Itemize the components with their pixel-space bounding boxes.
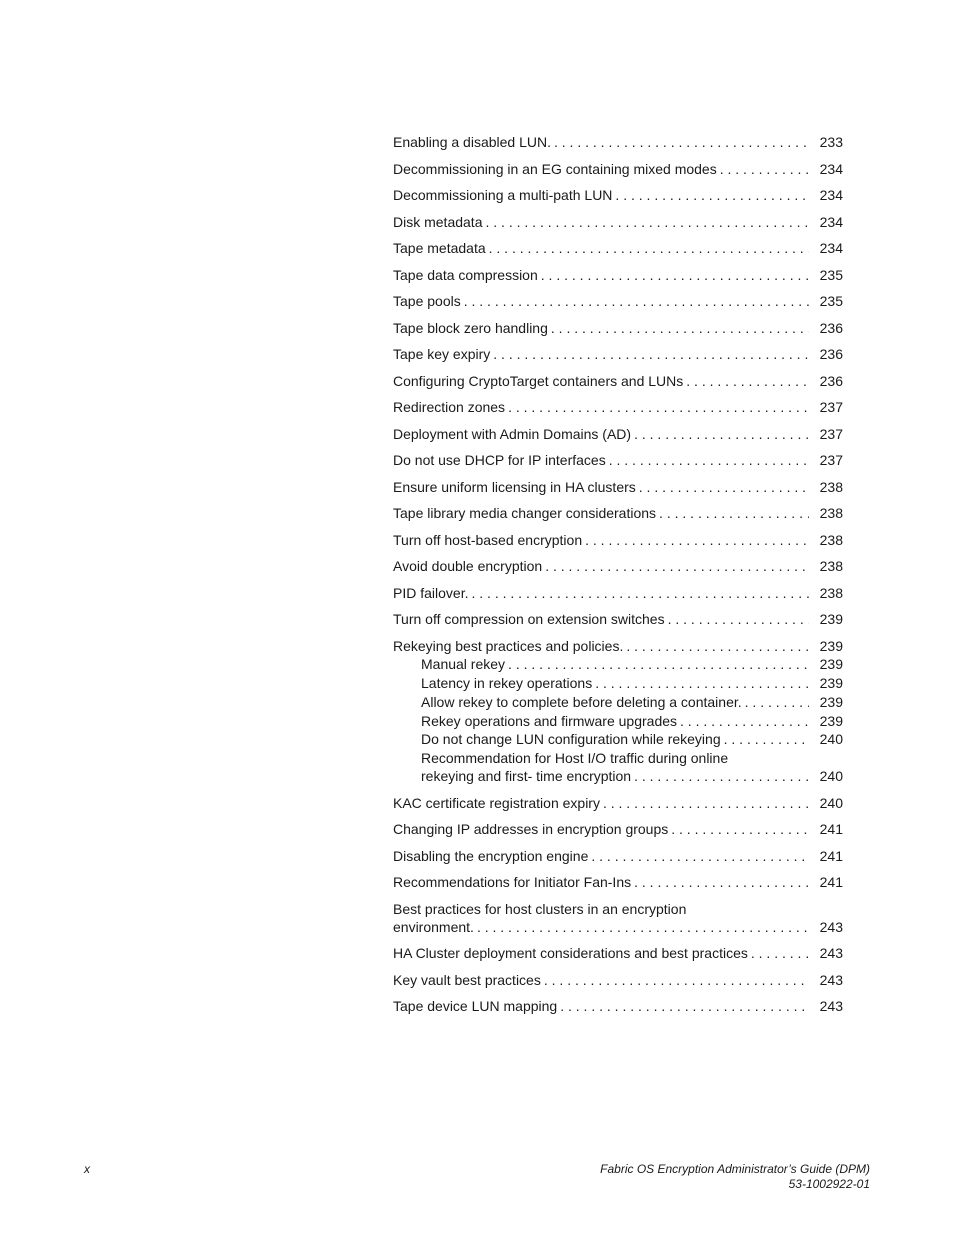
dot-leader bbox=[544, 971, 809, 989]
toc-entry[interactable] bbox=[393, 944, 843, 962]
toc-entry-page: 240 bbox=[819, 768, 843, 785]
dot-leader bbox=[585, 531, 809, 549]
toc-entry-title: Allow rekey to complete before deleting a container. bbox=[421, 693, 742, 710]
toc-entry-title: Manual rekey bbox=[421, 656, 506, 673]
toc-entry-page: 243 bbox=[819, 971, 843, 988]
toc-entry[interactable] bbox=[393, 398, 843, 416]
toc-entry-title: Recommendations for Initiator Fan-Ins bbox=[393, 874, 632, 891]
toc-entry[interactable] bbox=[393, 425, 843, 443]
toc-entry[interactable] bbox=[393, 997, 843, 1015]
dot-leader bbox=[471, 584, 809, 602]
toc-entry-title: Decommissioning in an EG containing mixed modes bbox=[393, 160, 717, 177]
toc-entry-title: Enabling a disabled LUN. bbox=[393, 134, 551, 150]
dot-leader bbox=[464, 292, 809, 310]
toc-subentry[interactable] bbox=[393, 674, 843, 692]
toc-entry-page: 239 bbox=[819, 675, 843, 692]
dot-leader bbox=[634, 425, 809, 443]
toc-entry-page: 239 bbox=[819, 611, 843, 627]
toc-entry-title: rekeying and first- time encryption bbox=[421, 768, 632, 785]
dot-leader bbox=[634, 873, 809, 891]
toc-entry-page: 235 bbox=[819, 293, 843, 309]
toc-entry-page: 238 bbox=[819, 584, 843, 601]
toc-entry-page: 243 bbox=[819, 998, 843, 1015]
dot-leader bbox=[615, 186, 809, 204]
toc-entry-page: 238 bbox=[819, 531, 843, 548]
toc-entry[interactable] bbox=[393, 239, 843, 257]
toc-entry-page: 241 bbox=[819, 874, 843, 891]
toc-entry-title: Deployment with Admin Domains (AD) bbox=[393, 425, 632, 442]
toc-entry[interactable] bbox=[393, 478, 843, 496]
toc-entry-title: Recommendation for Host I/O traffic during online bbox=[421, 750, 729, 767]
dot-leader bbox=[508, 398, 809, 416]
toc-entry-page: 241 bbox=[819, 821, 843, 838]
dot-leader bbox=[545, 557, 809, 575]
toc-entry-page: 234 bbox=[819, 240, 843, 256]
toc-entry-line2 bbox=[421, 767, 843, 785]
dot-leader bbox=[485, 213, 809, 231]
toc-entry-page: 243 bbox=[819, 945, 843, 962]
toc-entry[interactable] bbox=[393, 345, 843, 363]
toc-entry-title: Rekey operations and firmware upgrades bbox=[421, 712, 678, 729]
toc-entry-page: 236 bbox=[819, 372, 843, 389]
toc-entry[interactable] bbox=[393, 186, 843, 204]
toc-entry-title: PID failover. bbox=[393, 584, 469, 601]
toc-entry-title: KAC certificate registration expiry bbox=[393, 794, 600, 811]
toc-entry-title: Ensure uniform licensing in HA clusters bbox=[393, 478, 636, 495]
toc-entry-page: 233 bbox=[819, 134, 843, 150]
toc-subentry[interactable] bbox=[393, 749, 843, 785]
toc-entry-title: Changing IP addresses in encryption groups bbox=[393, 821, 669, 838]
toc-entry-line2 bbox=[393, 918, 843, 936]
dot-leader bbox=[541, 266, 809, 284]
dot-leader bbox=[560, 997, 809, 1015]
toc-entry-page: 234 bbox=[819, 187, 843, 203]
toc-entry[interactable] bbox=[393, 847, 843, 865]
dot-leader bbox=[686, 372, 809, 390]
toc-entry[interactable] bbox=[393, 610, 843, 628]
toc-entry-title: environment. bbox=[393, 918, 474, 935]
dot-leader bbox=[603, 794, 809, 812]
toc-entry-title: Best practices for host clusters in an encryption bbox=[393, 900, 687, 917]
dot-leader bbox=[477, 918, 809, 936]
toc-entry-page: 236 bbox=[819, 346, 843, 362]
toc-entry-page: 234 bbox=[819, 160, 843, 177]
toc-entry-title: Key vault best practices bbox=[393, 971, 541, 988]
toc-entry-title: Tape block zero handling bbox=[393, 319, 548, 336]
toc-entry-title: Tape pools bbox=[393, 293, 461, 309]
toc-entry-title: Decommissioning a multi-path LUN bbox=[393, 187, 613, 203]
dot-leader bbox=[609, 451, 809, 469]
page-number: x bbox=[84, 1162, 90, 1176]
toc-entry-title: Disabling the encryption engine bbox=[393, 847, 589, 864]
toc-entry[interactable] bbox=[393, 794, 843, 812]
toc-entry-title: Redirection zones bbox=[393, 399, 506, 415]
dot-leader bbox=[680, 712, 809, 730]
toc-subentry[interactable] bbox=[393, 712, 843, 730]
toc-entry-page: 239 bbox=[819, 637, 843, 654]
toc-entry-page: 238 bbox=[819, 478, 843, 495]
toc-entry[interactable] bbox=[393, 504, 843, 522]
dot-leader bbox=[724, 730, 809, 748]
footer-doc-info bbox=[600, 1162, 870, 1192]
toc-entry[interactable] bbox=[393, 160, 843, 178]
toc-subentry[interactable] bbox=[393, 655, 843, 673]
toc-entry-title: Do not use DHCP for IP interfaces bbox=[393, 452, 606, 468]
toc-entry[interactable] bbox=[393, 266, 843, 284]
toc-entry-page: 239 bbox=[819, 712, 843, 729]
toc-entry-page: 240 bbox=[819, 731, 843, 748]
dot-leader bbox=[671, 820, 809, 838]
toc-entry-title: Configuring CryptoTarget containers and LUNs bbox=[393, 372, 684, 389]
toc-entry-page: 240 bbox=[819, 794, 843, 811]
toc-entry[interactable] bbox=[393, 451, 843, 469]
toc-entry[interactable] bbox=[393, 637, 843, 655]
toc-entry-page: 237 bbox=[819, 452, 843, 468]
toc-entry-title: Rekeying best practices and policies. bbox=[393, 637, 624, 654]
dot-leader bbox=[508, 655, 809, 673]
toc-entry[interactable] bbox=[393, 213, 843, 231]
toc-entry[interactable] bbox=[393, 900, 843, 936]
toc-entry-title: Avoid double encryption bbox=[393, 558, 543, 574]
toc-entry-page: 237 bbox=[819, 399, 843, 415]
toc-entry-page: 235 bbox=[819, 266, 843, 283]
dot-leader bbox=[639, 478, 809, 496]
toc-subentry[interactable] bbox=[393, 693, 843, 711]
toc-entry[interactable] bbox=[393, 292, 843, 310]
toc-entry[interactable] bbox=[393, 873, 843, 891]
footer-doc-number: 53-1002922-01 bbox=[788, 1177, 870, 1191]
toc-entry-title: Disk metadata bbox=[393, 213, 483, 230]
toc-entry-page: 237 bbox=[819, 425, 843, 442]
toc-entry-page: 243 bbox=[819, 918, 843, 935]
toc-entry-page: 241 bbox=[819, 847, 843, 864]
dot-leader bbox=[591, 847, 809, 865]
dot-leader bbox=[745, 693, 809, 711]
toc-entry-page: 238 bbox=[819, 505, 843, 521]
dot-leader bbox=[634, 767, 809, 785]
toc-entry-title: Tape library media changer considerations bbox=[393, 505, 657, 521]
dot-leader bbox=[554, 133, 809, 151]
dot-leader bbox=[489, 239, 809, 257]
toc-entry[interactable] bbox=[393, 820, 843, 838]
dot-leader bbox=[626, 637, 809, 655]
toc-entry[interactable] bbox=[393, 133, 843, 151]
dot-leader bbox=[668, 610, 809, 628]
dot-leader bbox=[720, 160, 809, 178]
toc-entry-title: Do not change LUN configuration while rekeying bbox=[421, 731, 721, 748]
toc-entry-page: 234 bbox=[819, 213, 843, 230]
toc-entry-page: 239 bbox=[819, 693, 843, 710]
dot-leader bbox=[751, 944, 809, 962]
dot-leader bbox=[659, 504, 809, 522]
toc-entry-title: Latency in rekey operations bbox=[421, 675, 593, 692]
toc-entry-title: HA Cluster deployment considerations and best practices bbox=[393, 945, 748, 962]
dot-leader bbox=[595, 674, 809, 692]
toc-entry-page: 238 bbox=[819, 558, 843, 574]
toc-entry-title: Turn off host-based encryption bbox=[393, 531, 583, 548]
toc-entry[interactable] bbox=[393, 372, 843, 390]
toc-entry[interactable] bbox=[393, 557, 843, 575]
toc-subentry[interactable] bbox=[393, 730, 843, 748]
toc-entry[interactable] bbox=[393, 319, 843, 337]
dot-leader bbox=[493, 345, 809, 363]
toc-entry-title: Turn off compression on extension switches bbox=[393, 611, 665, 627]
toc-entry-title: Tape data compression bbox=[393, 266, 538, 283]
toc-entry[interactable] bbox=[393, 531, 843, 549]
dot-leader bbox=[551, 319, 809, 337]
toc-entry-page: 239 bbox=[819, 656, 843, 673]
toc-entry[interactable] bbox=[393, 971, 843, 989]
toc-entry[interactable] bbox=[393, 584, 843, 602]
toc-entry-title: Tape device LUN mapping bbox=[393, 998, 558, 1015]
toc-entry-title: Tape metadata bbox=[393, 240, 486, 256]
footer-doc-title: Fabric OS Encryption Administrator’s Guide (DPM) bbox=[600, 1162, 870, 1176]
toc-entry-page: 236 bbox=[819, 319, 843, 336]
table-of-contents bbox=[393, 133, 843, 1015]
toc-entry-title: Tape key expiry bbox=[393, 346, 491, 362]
